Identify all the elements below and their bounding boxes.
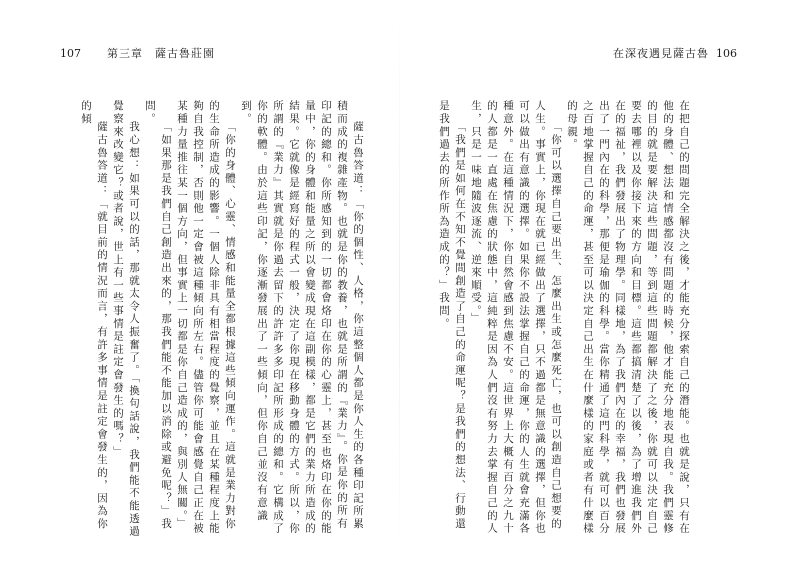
paragraph: 薩古魯答道：「你的個性、人格，你這整個人都是你人生的各種印記所累積而成的複雜產物。也就是你的教養，也就是所謂的『業力』。你是你的所有印記的總和。你所感知到的一切都會烙印在你的心靈上，甚至也烙印在你的能量中，你的身體和能量之所以會變成現在這副模樣，都是它們的業力所造成的結果。它就像是經寫好的程式一般，決定了你現在移動身體的方式。所以，你所謂的『業力』其實就是你過去留下的許許多多印記所形成的總和。它構成了你的軟體。由於這些印記，你逐漸發展出了一些傾向，但你自己並沒有意識到。	[240, 100, 364, 536]
paragraph: 薩古魯答道：「就目前的情況而言，有許多事情是註定會發生的，因為你的傾	[80, 100, 108, 531]
page-gutter	[399, 0, 400, 567]
left-page-number: 107	[60, 47, 81, 60]
left-running-title: 第三章 薩古魯莊園	[107, 47, 215, 60]
right-page-body	[436, 100, 730, 540]
paragraph: 在把自己的問題完全解決之後，才能充分探索自己的潛能。也就是說，只有在他的身體、想法和情感都沒有問題的時候，他才能充分地表現自我。我們靈修的目的就是要解決這些問題，等到這些問題都解決了之後，你就可以決定自己要去哪裡以及你接下來的方向和目標。這些都搞清楚了以後，為了增進我們外在的福祉，我們發展出了物理學。同樣地，為了我們內在的幸福，我們也發展出了一門內在的科學，那便是瑜伽的科學。當你精通了這門科學，就可以百分之百地掌握自己的命運，甚至可以決定自己出生在什麼樣的家庭或者有什麼樣的母親。	[566, 100, 690, 536]
paragraph: 「你可以選擇自己要出生、怎麼出生或怎麼死亡，也可以創造自己想要的人生。事實上，你現在就已經做出了選擇，只不過都是無意識的選擇，但你也可以做出有意識的選擇。如果你不設法掌握自己的命運，你的人生就會充滿各種意外。在這種情況下，你自然會感到焦慮不安。這世界上大概有百分之九十的人都是一直處在焦慮的狀態中，這純粹是因為人們沒有努力去掌握自己的人生，只是一味地隨波逐流、逆來順受。」	[470, 100, 562, 536]
paragraph: 我心想：如果可以的話，那就太令人振奮了。「換句話說，我們能不能透過覺察來改變它？或者說，世上有一些事情是註定會發生的嗎？」	[112, 100, 140, 539]
right-page-text	[436, 100, 692, 540]
right-page-number: 106	[716, 47, 737, 60]
right-running-title: 在深夜遇見薩古魯	[613, 47, 709, 60]
paragraph: 「你的身體、心靈、情感和能量全都根據這些傾向運作。這就是業力對你的生命所造成的影響。一個人除非具有相當程度的覺察，並且在某種程度上能夠自我控制，否則他一定會被這種傾向所左右。儘管你可能會感覺自己正在被某種力量推往某一個方向，但事實上一切都是你自己造成的，與別人無關。」	[176, 100, 236, 536]
left-page-text	[78, 100, 366, 540]
paragraph: 「如果那是我們自己創造出來的，那我們能不能加以消除或避免呢？」我問。	[144, 100, 172, 531]
left-page-body	[78, 100, 364, 540]
paragraph: 「我們是如何在不知不覺間創造了自己的命運呢？是我們的想法、行動還是我們過去的所作所為造成的？」我問。	[438, 100, 466, 531]
